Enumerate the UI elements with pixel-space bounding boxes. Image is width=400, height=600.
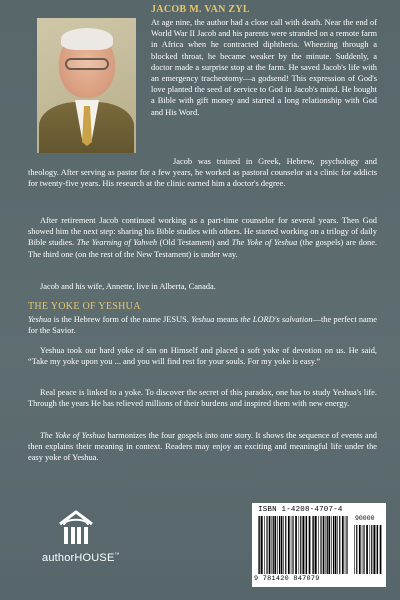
barcode-bar <box>327 516 328 574</box>
barcode-bar <box>272 516 273 574</box>
barcode-bar <box>273 516 274 574</box>
barcode-bar <box>333 516 334 574</box>
barcode-bar <box>354 525 355 574</box>
barcode-bar <box>320 516 321 574</box>
book-title-yoke: The Yoke of Yeshua <box>231 238 298 248</box>
barcode-bar <box>295 516 297 574</box>
photo-glasses <box>65 58 109 70</box>
barcode-bar <box>306 516 307 574</box>
barcode-bar <box>328 516 330 574</box>
barcode-bar <box>331 516 332 574</box>
barcode-bar <box>342 516 344 574</box>
barcode-bar <box>281 516 283 574</box>
yoke-p4-text: harmonizes the four gospels into one story. It shows the sequence of events and then explains their meaning in context. Readers may enjoy an exciting and meaningful life under the easy yoke of Yeshua. <box>28 431 377 463</box>
barcode-bar <box>302 516 304 574</box>
barcode-bar <box>318 516 319 574</box>
barcode-bar <box>312 516 313 574</box>
barcode-bar <box>346 516 347 574</box>
yoke-p1-word-3: the LORD's salvation <box>240 315 313 324</box>
bio-paragraph-3 <box>28 215 377 260</box>
barcode-bar <box>274 516 276 574</box>
barcode-bar <box>380 525 382 574</box>
barcode-bar <box>261 516 263 574</box>
barcode-bars <box>258 516 350 574</box>
yoke-p1-text-c: —the perfect name for the Savior. <box>28 315 377 336</box>
barcode-bar <box>285 516 286 574</box>
section-title-yoke: THE YOKE OF YESHUA <box>28 301 141 312</box>
bio-paragraph-2: Jacob was trained in Greek, Hebrew, psychology and theology. After serving as pastor for a few years, he worked as pastoral counselor at a clinic for addicts for twenty-five years. His research at the clinic earned him a doctor's degree. <box>28 157 377 189</box>
barcode-bar <box>370 525 371 574</box>
barcode-bar <box>259 516 260 574</box>
book-title-yearning: The Yearning of Yahveh <box>76 238 158 248</box>
barcode-bar <box>376 525 377 574</box>
barcode-bar <box>359 525 361 574</box>
yoke-paragraph-3: Real peace is linked to a yoke. To discover the secret of this paradox, one has to study Yeshua's life. Through the years He has relieved millions of their burdens and inspired them with new energy. <box>28 388 377 409</box>
barcode-bar <box>279 516 280 574</box>
barcode-bar <box>291 516 292 574</box>
isbn-barcode <box>252 503 386 587</box>
ean-digits: 9 781420 847079 <box>254 575 320 583</box>
price-code: 90000 <box>355 515 375 522</box>
bio-p3-text-b: (Old Testament) and <box>157 238 232 248</box>
barcode-bar <box>326 516 327 574</box>
barcode-bar <box>323 516 325 574</box>
barcode-bar <box>300 516 301 574</box>
bio-p3-text-c: (the gospels) are done. The third one (on the rest of the New Testament) is under way. <box>28 238 378 259</box>
barcode-bar <box>345 516 346 574</box>
yoke-p1-word-2: Yeshua <box>191 315 215 324</box>
barcode-bar <box>292 516 293 574</box>
barcode-bar <box>377 525 378 574</box>
barcode-bar <box>305 516 306 574</box>
barcode-bar <box>277 516 278 574</box>
author-photo <box>37 18 136 153</box>
barcode-bar <box>266 516 267 574</box>
yoke-p1-text-a: is the Hebrew form of the name JESUS. <box>51 315 192 324</box>
photo-hair <box>61 28 113 50</box>
authorhouse-logo-icon <box>56 508 96 548</box>
publisher-name-text: authorHOUSE <box>42 552 115 564</box>
yoke-paragraph-4 <box>28 430 377 464</box>
barcode-bar <box>288 516 290 574</box>
barcode-bar <box>299 516 300 574</box>
publisher-name <box>42 552 122 564</box>
bio-paragraph-4: Jacob and his wife, Annette, live in Alberta, Canada. <box>40 282 216 291</box>
yoke-paragraph-1 <box>28 314 377 336</box>
barcode-bar <box>339 516 340 574</box>
barcode-bar <box>264 516 265 574</box>
barcode-bar <box>313 516 314 574</box>
author-name: JACOB M. VAN ZYL <box>151 4 250 15</box>
yoke-p1-word-1: Yeshua <box>28 315 52 324</box>
barcode-bar <box>258 516 259 574</box>
barcode-bar <box>362 525 363 574</box>
barcode-bar <box>366 525 368 574</box>
barcode-bar <box>356 525 357 574</box>
barcode-bar <box>309 516 311 574</box>
bio-paragraph-1: At age nine, the author had a close call with death. Near the end of World War II Jacob and his parents were stranded on a remote farm in Africa when he contracted diphtheria. Wheezing through a blocked throat, he became weaker by the minute. Suddenly, a doctor made a surprise stop at the farm. He saved Jacob's life with an emergency tracheotomy—a godsend! This expression of God's love planted the seed of service to God in Jacob's mind. He bought a Bible with gift money and started a long relationship with God and His Word. <box>151 18 377 117</box>
barcode-bar <box>315 516 317 574</box>
bio-p3-text-a: After retirement Jacob continued working as a part-time counselor for several years. Then God showed him the next step: sharing his Bible studies with others. He started working on a trilogy of daily Bible studies. <box>28 216 377 248</box>
yoke-paragraph-2: Yeshua took our hard yoke of sin on Himself and placed a soft yoke of devotion on us. He said, “Take my yoke upon you ... and you will find rest for your souls. For my yoke is easy.” <box>28 346 377 367</box>
barcode-bar <box>373 525 375 574</box>
publisher-logo <box>42 508 120 576</box>
barcode-bar <box>371 525 372 574</box>
trademark-mark: ™ <box>114 552 120 558</box>
barcode-bar <box>283 516 284 574</box>
barcode-bar <box>337 516 338 574</box>
yoke-p1-text-b: means <box>214 315 241 324</box>
barcode-addon-bars <box>354 525 382 574</box>
yoke-p4-title: The Yoke of Yeshua <box>40 431 106 440</box>
barcode-bar <box>335 516 337 574</box>
barcode-bar <box>363 525 364 574</box>
isbn-text: ISBN 1-4208-4707-4 <box>258 506 343 514</box>
barcode-bar <box>269 516 271 574</box>
